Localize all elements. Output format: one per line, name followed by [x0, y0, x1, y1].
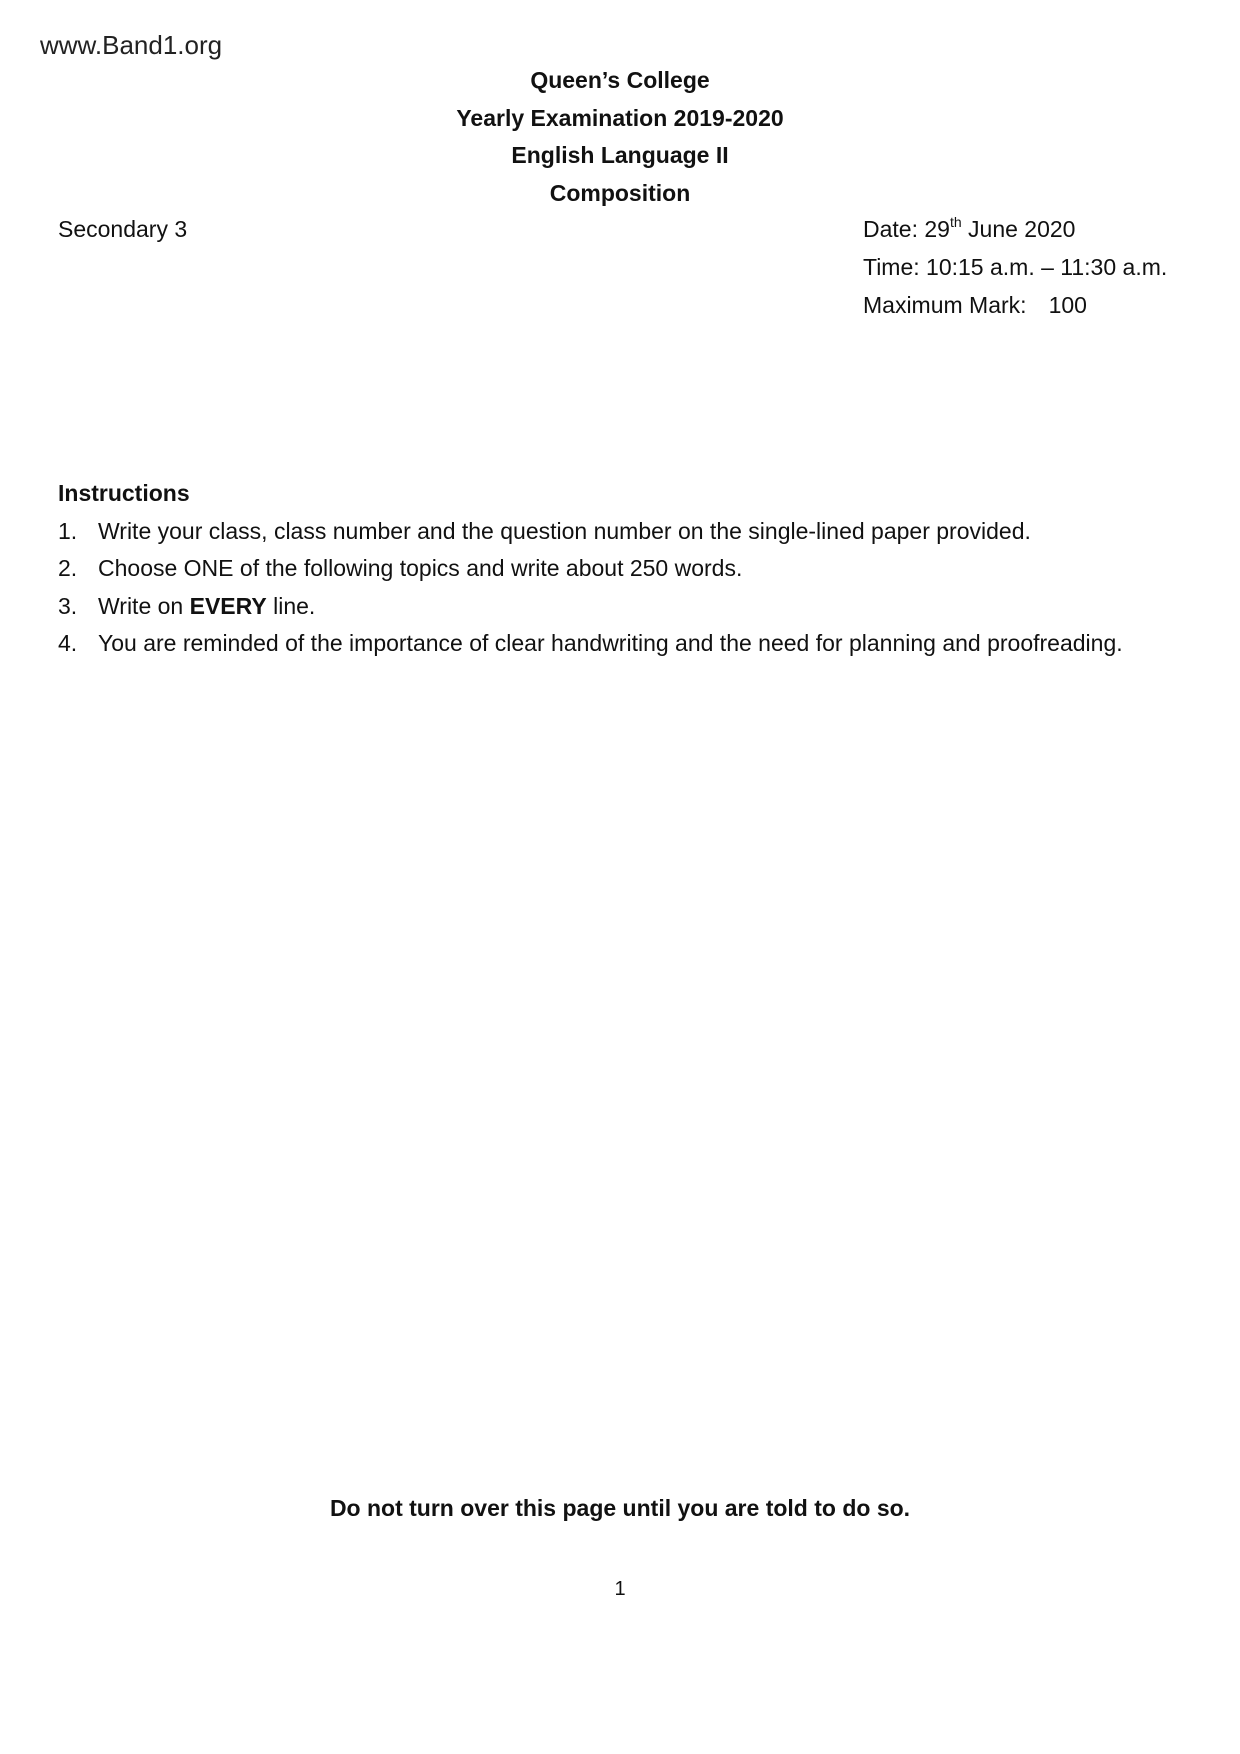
- exam-title: Yearly Examination 2019-2020: [456, 104, 784, 131]
- form-info: [58, 210, 187, 248]
- instructions-list: [58, 513, 1178, 663]
- instruction-text-emphasis: EVERY: [189, 592, 267, 619]
- instruction-text-pre: Write on: [98, 592, 190, 619]
- page-number: 1: [614, 1578, 626, 1600]
- max-mark: [863, 286, 1167, 324]
- form-level: Secondary 3: [58, 216, 188, 242]
- max-mark-value: 100: [1048, 292, 1087, 318]
- max-mark-label: Maximum Mark:: [863, 292, 1027, 318]
- instruction-item: [58, 550, 1178, 588]
- footer-warning: Do not turn over this page until you are told to do so.: [329, 1495, 911, 1521]
- date-ordinal: th: [949, 214, 962, 230]
- subject-title: English Language II: [511, 142, 729, 168]
- instruction-text: You are reminded of the importance of clear handwriting and the need for planning and proofreading.: [98, 630, 1123, 656]
- instruction-item: [58, 625, 1178, 663]
- instructions-title: Instructions: [58, 480, 190, 506]
- instruction-number: 3.: [58, 592, 78, 619]
- date-prefix: Date: 29: [863, 216, 950, 242]
- instruction-item: [58, 513, 1178, 551]
- instruction-number: 2.: [58, 555, 78, 581]
- instruction-text: Write your class, class number and the question number on the single-lined paper provided.: [98, 517, 1031, 544]
- instruction-text: Choose ONE of the following topics and write about 250 words.: [98, 555, 743, 581]
- exam-header: [0, 62, 1240, 212]
- exam-date: [863, 210, 1167, 248]
- exam-time: Time: 10:15 a.m. – 11:30 a.m.: [863, 254, 1168, 280]
- instructions-section: [58, 475, 1178, 663]
- instruction-number: 4.: [58, 630, 78, 656]
- date-suffix: June 2020: [961, 216, 1076, 242]
- watermark: www.Band1.org: [40, 30, 223, 60]
- instruction-text-post: line.: [266, 592, 316, 619]
- exam-details: [863, 210, 1167, 324]
- paper-title: Composition: [549, 179, 691, 206]
- instruction-number: 1.: [58, 517, 78, 544]
- instruction-item: [58, 588, 1178, 626]
- school-name: Queen’s College: [530, 67, 710, 93]
